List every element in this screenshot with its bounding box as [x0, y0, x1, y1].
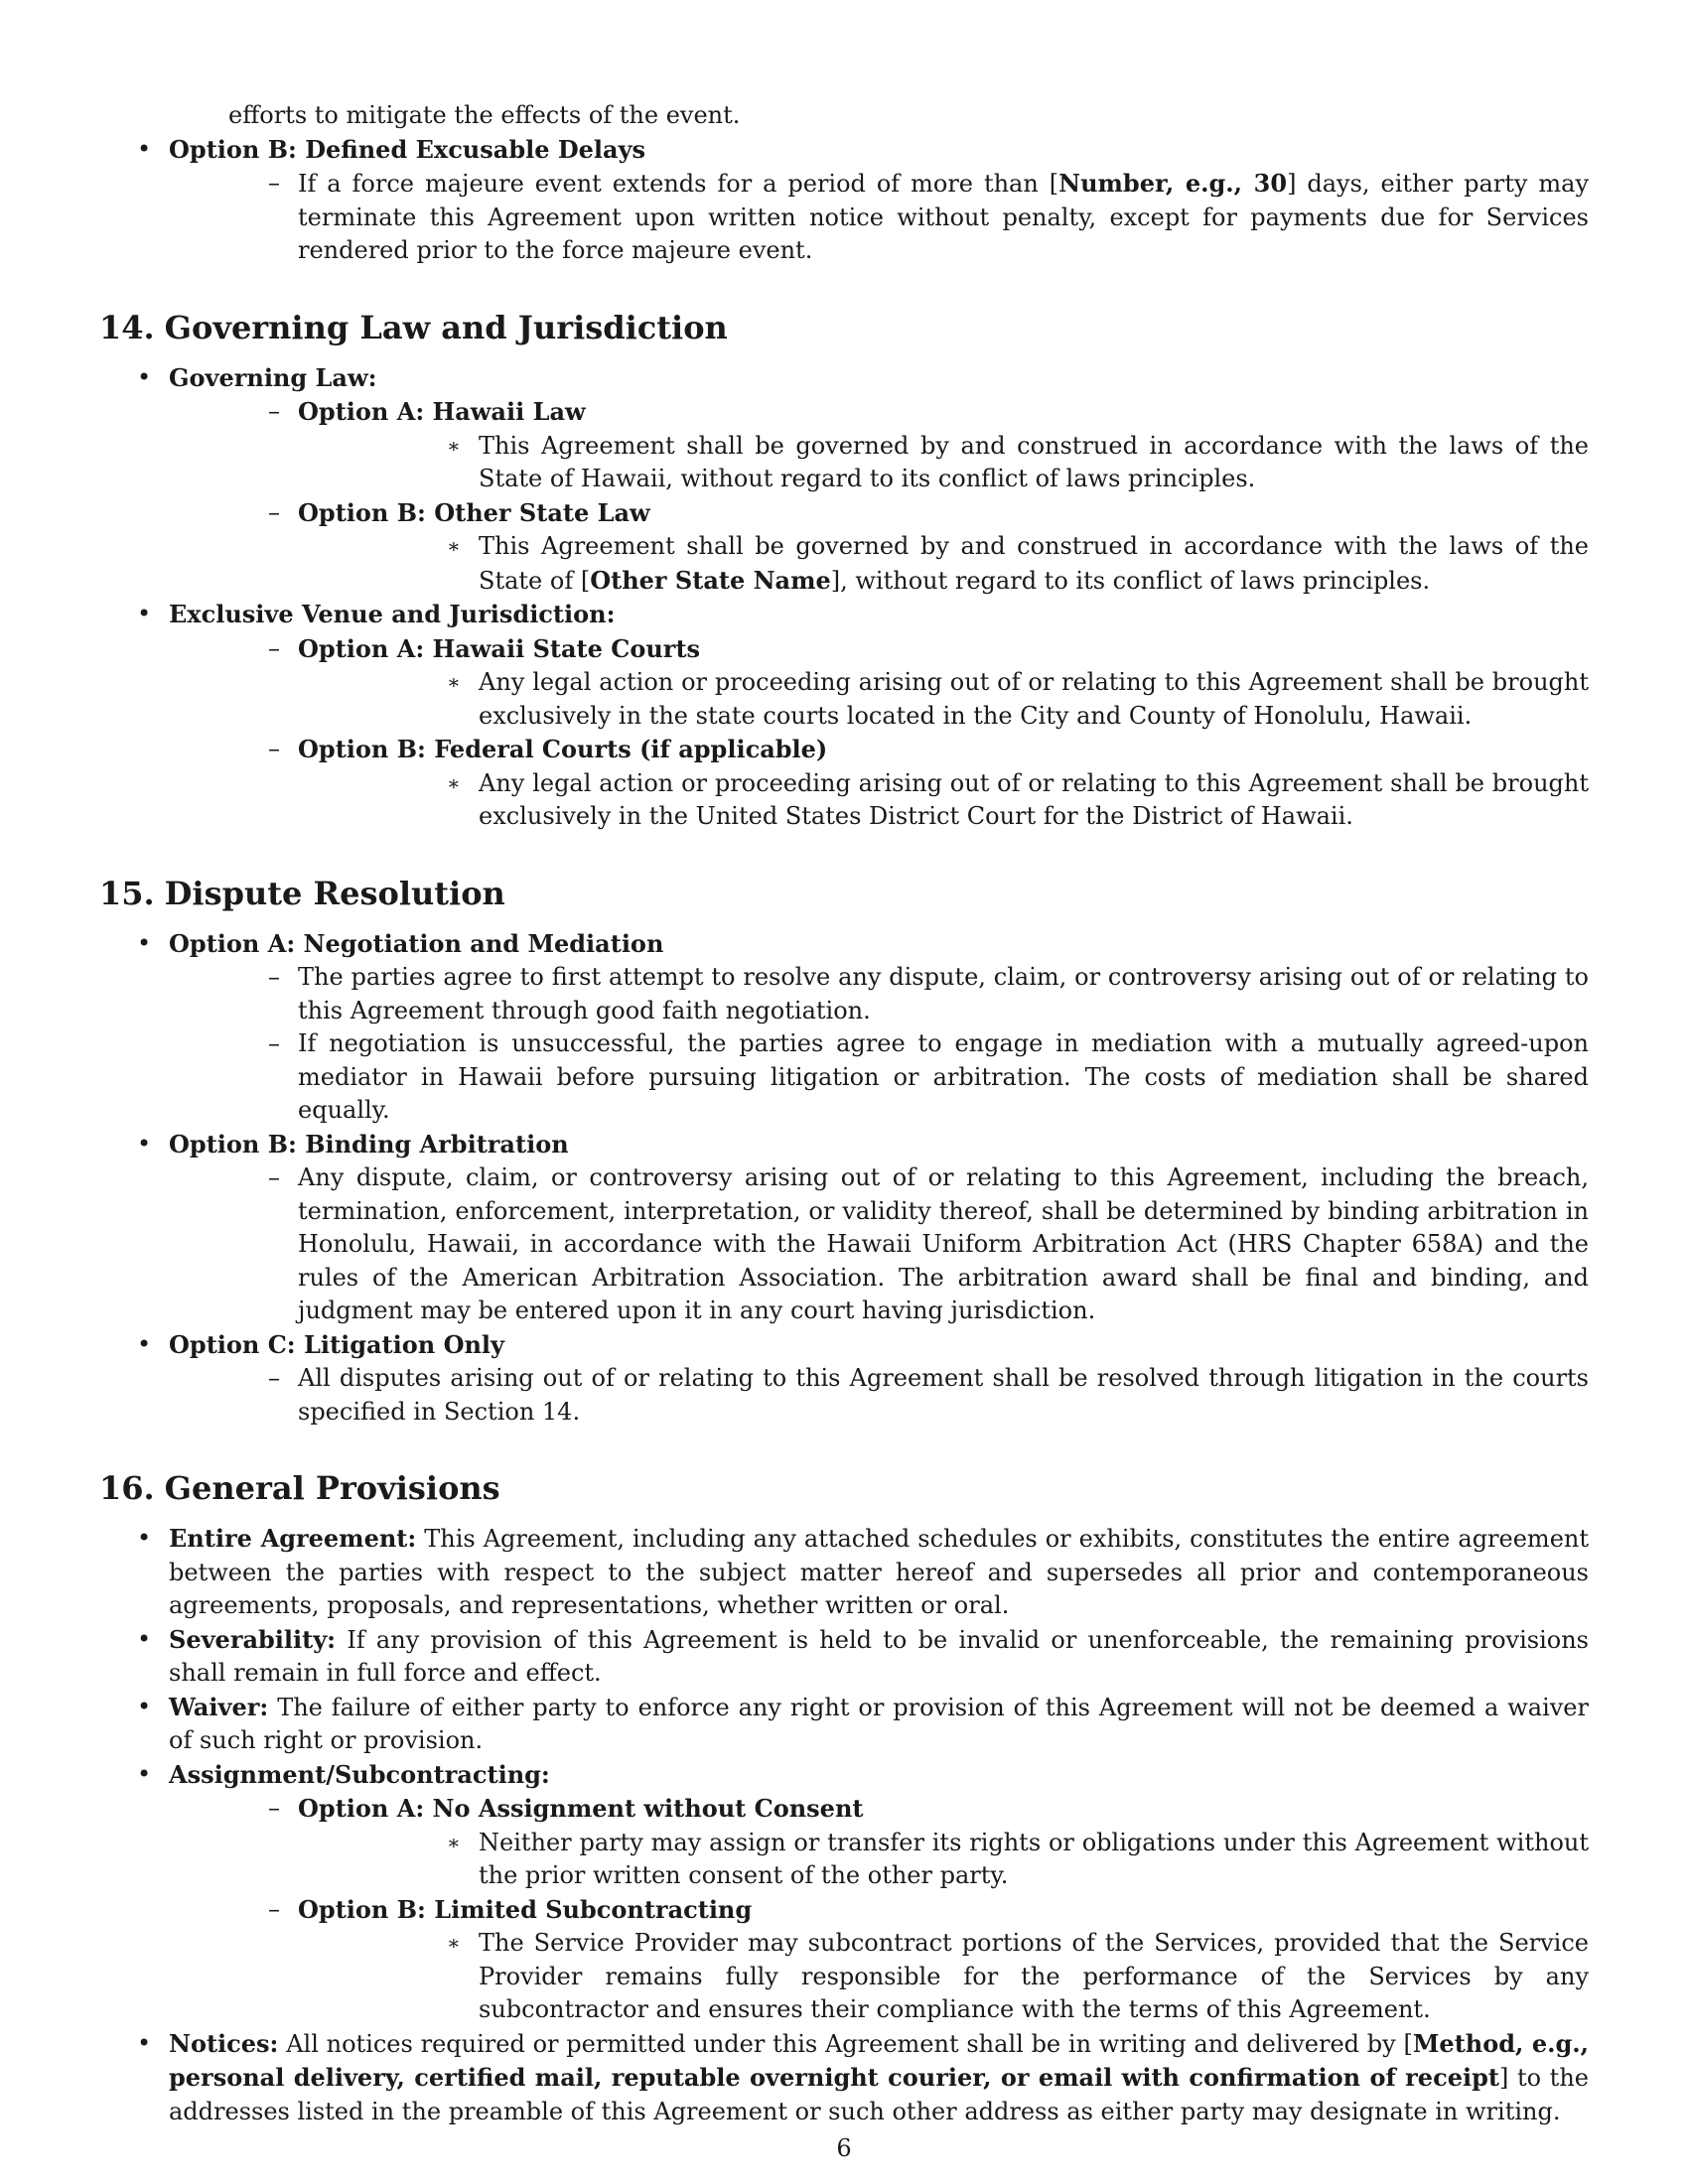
option-label: Option A: No Assignment without Consent — [298, 1794, 864, 1823]
list-item — [169, 632, 1589, 734]
continued-text — [99, 99, 1589, 133]
list-item — [169, 1027, 1589, 1128]
provision-text — [169, 2027, 1589, 2129]
text-part: ] days, either party may terminate this Agreement upon written notice without penalty, except for payments due for Services rendered prior to the force majeure event. — [298, 170, 1590, 264]
list-item — [298, 666, 1589, 733]
section-number: 15. — [99, 874, 155, 912]
option-text: All disputes arising out of or relating to this Agreement shall be resolved through litigation in the courts specified in Section 14. — [298, 1364, 1589, 1426]
asterisk-icon: ∗ — [447, 770, 461, 795]
list-item — [169, 1893, 1589, 2027]
option-label: Option B: Federal Courts (if applicable) — [298, 735, 828, 763]
asterisk-icon: ∗ — [447, 433, 461, 458]
option-text: The Service Provider may subcontract portions of the Services, provided that the Service Provider remains fully responsible for the performance of the Services by any subcontractor and ensures their compliance with the terms of this Agreement. — [479, 1929, 1589, 2023]
section-heading-16 — [99, 1468, 1589, 1508]
list-item — [99, 598, 1589, 834]
bullet-icon: • — [137, 600, 152, 627]
option-text: Any legal action or proceeding arising out of or relating to this Agreement shall be brought exclusively in the state courts located in the City and County of Honolulu, Hawaii. — [479, 668, 1589, 730]
section-16-list — [99, 1522, 1589, 2128]
dash-icon: – — [268, 169, 280, 197]
force-majeure-options — [99, 133, 1589, 268]
placeholder-bold: Method, e.g., personal delivery, certified mail, reputable overnight courier, or email with confirmation of receipt — [169, 2028, 1589, 2092]
option-text: Any legal action or proceeding arising out of or relating to this Agreement shall be brought exclusively in the United States District Court for the District of Hawaii. — [479, 768, 1589, 830]
bullet-icon: • — [137, 1692, 152, 1720]
bullet-icon: • — [137, 2028, 152, 2057]
list-item — [298, 767, 1589, 834]
text-part: ], without regard to its conflict of laws principles. — [830, 566, 1431, 595]
text-part: ] to the addresses listed in the preamble of this Agreement or such other address as either party may designate in writing. — [169, 2064, 1589, 2125]
option-text: If negotiation is unsuccessful, the parties agree to engage in mediation with a mutually agreed-upon mediator in Hawaii before pursuing litigation or arbitration. The costs of mediation shall be shared equally. — [298, 1029, 1589, 1124]
asterisk-icon: ∗ — [447, 534, 461, 558]
dash-icon: – — [268, 397, 280, 425]
text-part: All notices required or permitted under this Agreement shall be in writing and delivered by [ — [286, 2029, 1413, 2058]
provision-text — [169, 1522, 1589, 1623]
list-item — [169, 1792, 1589, 1893]
provision-label: Notices: — [169, 2028, 279, 2058]
section-number: 14. — [99, 308, 155, 346]
provision-label: Waiver: — [169, 1692, 269, 1721]
asterisk-icon: ∗ — [447, 670, 461, 694]
option-label: Option B: Binding Arbitration — [169, 1129, 569, 1159]
option-text: Any dispute, claim, or controversy arising out of or relating to this Agreement, including the breach, termination, enforcement, interpretation, or validity thereof, shall be determined by binding arbitration in Honolulu, Hawaii, in accordance with the Hawaii Uniform Arbitration Act (HRS Chapter 658A) and the rules of the American Arbitration Association. The arbitration award shall be final and binding, and judgment may be entered upon it in any court having jurisdiction. — [298, 1163, 1589, 1324]
bullet-icon: • — [137, 1624, 152, 1653]
list-item — [169, 1362, 1589, 1429]
list-item — [298, 1827, 1589, 1893]
section-15-list — [99, 927, 1589, 1430]
page-number: 6 — [836, 2134, 852, 2162]
bullet-icon: • — [137, 362, 152, 391]
list-item — [99, 1328, 1589, 1430]
dash-icon: – — [268, 963, 280, 991]
bullet-icon: • — [137, 1329, 152, 1358]
list-item — [99, 1522, 1589, 1623]
dash-icon: – — [268, 1794, 280, 1822]
option-label: Option B: Defined Excusable Delays — [169, 134, 646, 164]
section-title: Dispute Resolution — [164, 874, 505, 912]
bullet-icon: • — [137, 134, 152, 163]
page-content — [99, 99, 1589, 2128]
placeholder-bold: Number, e.g., 30 — [1058, 169, 1288, 198]
dash-icon: – — [268, 735, 280, 762]
option-text: This Agreement shall be governed by and construed in accordance with the laws of the State of Hawaii, without regard to its conflict of laws principles. — [479, 431, 1589, 492]
asterisk-icon: ∗ — [447, 1830, 461, 1854]
option-label: Option B: Other State Law — [298, 497, 650, 527]
section-title: Governing Law and Jurisdiction — [164, 308, 728, 346]
asterisk-icon: ∗ — [447, 1931, 461, 1955]
dash-icon: – — [268, 633, 280, 662]
placeholder-bold: Other State Name — [590, 565, 831, 595]
dash-icon: – — [268, 497, 280, 526]
list-item — [298, 530, 1589, 598]
list-item — [99, 1128, 1589, 1328]
option-text — [479, 530, 1589, 598]
provision-label: Severability: — [169, 1624, 337, 1654]
provision-text — [169, 1623, 1589, 1691]
option-label: Option B: Limited Subcontracting — [298, 1894, 753, 1924]
list-item — [99, 1623, 1589, 1691]
dash-icon: – — [268, 1894, 280, 1923]
dash-icon: – — [268, 1029, 280, 1057]
section-14-list — [99, 361, 1589, 834]
option-text: Neither party may assign or transfer its rights or obligations under this Agreement without the prior written consent of the other party. — [479, 1828, 1589, 1889]
list-item — [99, 927, 1589, 1128]
item-label: Governing Law: — [169, 362, 377, 392]
list-item — [169, 961, 1589, 1027]
provision-text — [169, 1691, 1589, 1758]
section-title: General Provisions — [164, 1469, 500, 1507]
section-heading-15 — [99, 874, 1589, 913]
list-item — [169, 167, 1589, 268]
list-item — [99, 1691, 1589, 1758]
option-label: Option C: Litigation Only — [169, 1329, 504, 1359]
text-part: If any provision of this Agreement is held to be invalid or unenforceable, the remaining provisions shall remain in full force and effect. — [169, 1625, 1589, 1687]
bullet-icon: • — [137, 1759, 152, 1788]
option-text — [298, 167, 1589, 268]
list-item — [169, 395, 1589, 496]
list-item — [169, 733, 1589, 834]
list-item — [99, 133, 1589, 268]
option-text: The parties agree to first attempt to resolve any dispute, claim, or controversy arising out of or relating to this Agreement through good faith negotiation. — [298, 963, 1589, 1024]
section-heading-14 — [99, 308, 1589, 347]
list-item — [99, 1758, 1589, 2027]
text-part: If a force majeure event extends for a period of more than [ — [298, 170, 1059, 198]
bullet-icon: • — [137, 928, 152, 957]
text-part: The failure of either party to enforce any right or provision of this Agreement will not be deemed a waiver of such right or provision. — [169, 1693, 1589, 1754]
list-item — [169, 1161, 1589, 1328]
option-label: Option A: Hawaii Law — [298, 397, 586, 426]
list-item — [99, 2027, 1589, 2129]
option-label: Option A: Negotiation and Mediation — [169, 928, 664, 958]
bullet-icon: • — [137, 1129, 152, 1158]
provision-label: Entire Agreement: — [169, 1524, 417, 1553]
section-number: 16. — [99, 1469, 155, 1507]
dash-icon: – — [268, 1364, 280, 1392]
item-label: Exclusive Venue and Jurisdiction: — [169, 600, 616, 628]
continued-text-value: efforts to mitigate the effects of the event. — [228, 101, 741, 129]
text-part: This Agreement shall be governed by and construed in accordance with the laws of the State of [ — [479, 532, 1589, 595]
list-item — [99, 361, 1589, 599]
list-item — [298, 1927, 1589, 2027]
bullet-icon: • — [137, 1524, 152, 1552]
dash-icon: – — [268, 1163, 280, 1191]
list-item — [169, 496, 1589, 599]
text-part: This Agreement, including any attached schedules or exhibits, constitutes the entire agreement between the parties with respect to the subject matter hereof and supersedes all prior and contemporaneous agreements, proposals, and representations, whether written or oral. — [169, 1525, 1589, 1619]
provision-label: Assignment/Subcontracting: — [169, 1759, 550, 1789]
list-item — [298, 430, 1589, 496]
option-label: Option A: Hawaii State Courts — [298, 633, 701, 663]
